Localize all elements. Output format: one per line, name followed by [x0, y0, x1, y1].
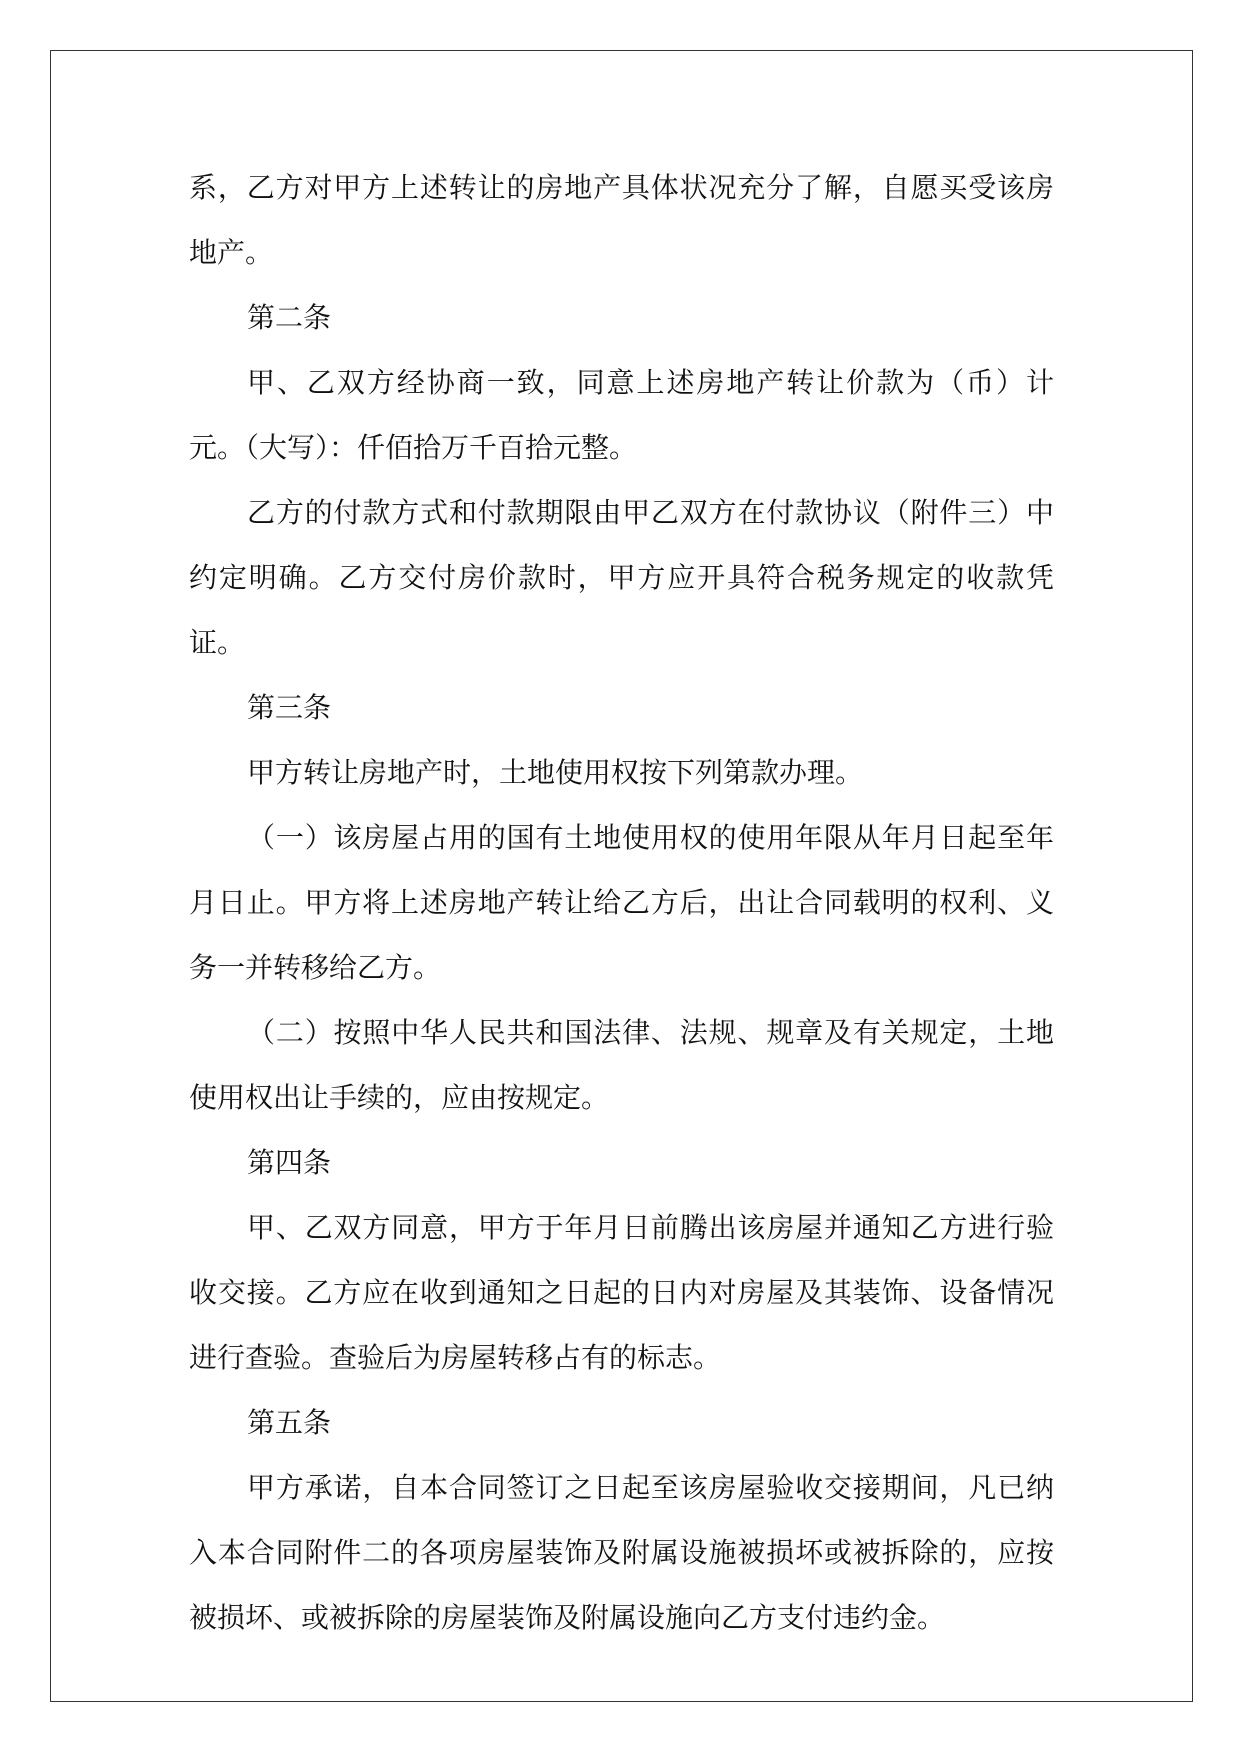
document-body: [189, 155, 1054, 1650]
paragraph-payment: 乙方的付款方式和付款期限由甲乙双方在付款协议（附件三）中约定明确。乙方交付房价款时，甲方应开具符合税务规定的收款凭证。: [189, 496, 1054, 659]
article-heading-4: 第四条: [247, 1146, 332, 1179]
paragraph-price: 甲、乙双方经协商一致，同意上述房地产转让价款为（币）计元。（大写）：仟佰拾万千百拾元整。: [189, 366, 1054, 464]
paragraph-land-use-option-2: （二）按照中华人民共和国法律、法规、规章及有关规定，土地使用权出让手续的，应由按规定。: [189, 1016, 1054, 1114]
paragraph-land-use-option-1: （一）该房屋占用的国有土地使用权的使用年限从年月日起至年月日止。甲方将上述房地产转让给乙方后，出让合同载明的权利、义务一并转移给乙方。: [189, 821, 1054, 984]
article-heading-3: 第三条: [247, 691, 332, 724]
article-heading-2: 第二条: [247, 301, 332, 334]
paragraph-land-use: 甲方转让房地产时，土地使用权按下列第款办理。: [247, 756, 864, 789]
paragraph-penalty: 甲方承诺，自本合同签订之日起至该房屋验收交接期间，凡已纳入本合同附件二的各项房屋装饰及附属设施被损坏或被拆除的，应按被损坏、或被拆除的房屋装饰及附属设施向乙方支付违约金。: [189, 1471, 1054, 1634]
article-heading-5: 第五条: [247, 1406, 332, 1439]
paragraph-handover: 甲、乙双方同意，甲方于年月日前腾出该房屋并通知乙方进行验收交接。乙方应在收到通知之日起的日内对房屋及其装饰、设备情况进行查验。查验后为房屋转移占有的标志。: [189, 1211, 1054, 1374]
paragraph-continuation: 系，乙方对甲方上述转让的房地产具体状况充分了解，自愿买受该房地产。: [189, 171, 1054, 269]
